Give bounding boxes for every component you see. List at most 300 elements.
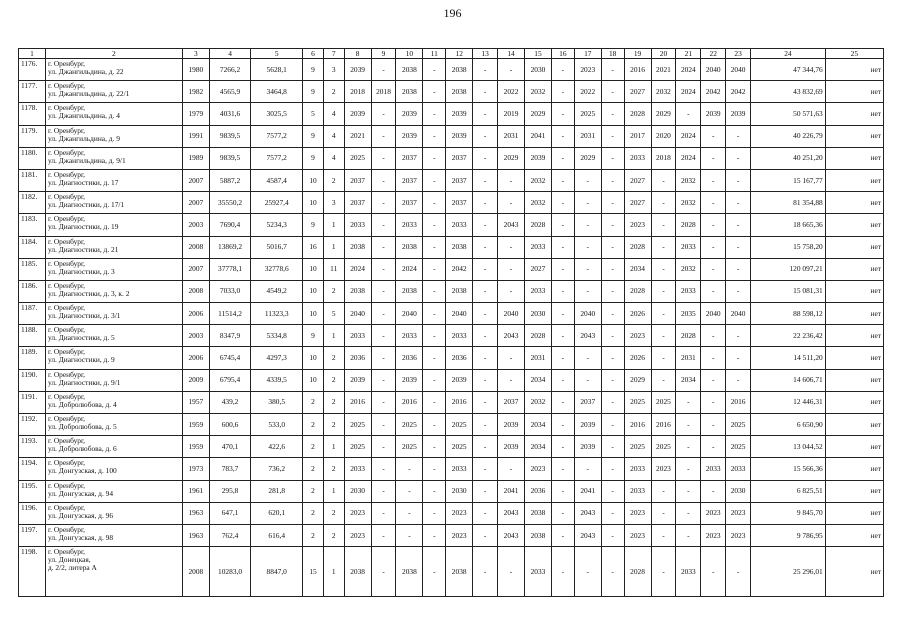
table-cell: 2026 [624,303,651,325]
table-cell: - [651,258,676,280]
table-cell: - [701,325,726,347]
table-cell: нет [825,125,883,147]
table-cell: - [574,547,601,597]
table-cell: нет [825,147,883,169]
table-cell: 14 606,71 [751,369,826,391]
table-cell: - [676,524,701,546]
table-cell: 2033 [446,458,473,480]
table-cell: нет [825,414,883,436]
table-cell: 2036 [344,347,371,369]
table-cell: 2023 [651,458,676,480]
table-cell: 2025 [651,391,676,413]
table-cell: 2033 [676,280,701,302]
address-line: ул. Диагностики, д. 5 [47,333,115,343]
table-cell: - [601,214,624,236]
address-line: г. Оренбург, [47,391,86,401]
table-cell: 2039 [574,436,601,458]
table-cell: - [371,236,396,258]
address-line: г. Оренбург, [47,414,86,423]
column-number-7: 7 [323,49,344,59]
table-cell: 2040 [701,59,726,81]
table-cell: 8847,0 [251,547,303,597]
table-cell: - [371,347,396,369]
table-cell: - [371,369,396,391]
address-line: ул. Диагностики, д. 9 [47,355,115,365]
table-cell: 2032 [651,81,676,103]
table-cell: 2040 [396,303,423,325]
table-cell: 2 [323,458,344,480]
table-cell: 2031 [676,347,701,369]
table-cell: - [423,502,446,524]
row-number-cell: 1195. [19,480,46,502]
table-cell: 16 [303,236,324,258]
column-number-25: 25 [825,49,883,59]
table-cell: 2031 [498,125,525,147]
table-cell: 2023 [726,524,751,546]
table-cell: - [423,480,446,502]
table-cell: - [601,147,624,169]
table-cell: - [473,147,498,169]
table-cell: 15 081,31 [751,280,826,302]
table-cell: 2003 [182,214,209,236]
table-cell: 2017 [624,125,651,147]
table-cell: - [473,480,498,502]
table-cell: 2023 [726,502,751,524]
table-cell: 2036 [446,347,473,369]
table-cell: нет [825,192,883,214]
table-cell: 10 [303,369,324,391]
table-cell: 7266,2 [209,59,250,81]
table-cell: 2040 [701,303,726,325]
table-cell: 2039 [344,59,371,81]
address-cell [45,258,182,280]
table-cell: - [676,103,701,125]
table-cell: 5234,3 [251,214,303,236]
column-number-10: 10 [396,49,423,59]
table-cell: 5628,1 [251,59,303,81]
table-cell: 14 511,20 [751,347,826,369]
table-cell: 3 [323,59,344,81]
table-cell: 6795,4 [209,369,250,391]
table-cell: 2032 [525,81,552,103]
table-cell: - [601,81,624,103]
table-cell: - [551,147,574,169]
table-row [19,81,884,103]
table-cell: 4339,5 [251,369,303,391]
table-cell: 5 [323,303,344,325]
table-cell: - [473,502,498,524]
table-cell: 2033 [446,214,473,236]
table-cell: - [473,347,498,369]
address-line: ул. Джангильдина, д. 9 [47,133,120,143]
row-number-cell: 1193. [19,436,46,458]
table-cell: - [551,192,574,214]
table-cell: 2040 [446,303,473,325]
table-cell: 43 832,69 [751,81,826,103]
address-cell [45,192,182,214]
table-cell: 2023 [701,524,726,546]
address-line: ул. Донгузская, д. 94 [47,488,114,498]
address-cell [45,125,182,147]
table-cell: - [651,280,676,302]
table-cell: 15 [303,547,324,597]
table-cell: 533,0 [251,414,303,436]
table-cell: 1 [323,214,344,236]
table-cell: - [651,524,676,546]
address-line: г. Оренбург, [47,280,86,290]
table-cell: 5 [303,103,324,125]
table-cell: 2043 [498,502,525,524]
table-cell: 2026 [624,347,651,369]
address-line: г. Оренбург, [47,125,86,135]
table-cell: 2029 [651,103,676,125]
address-line: ул. Донгузская, д. 96 [47,510,114,520]
table-cell: - [423,547,446,597]
table-cell: нет [825,502,883,524]
table-cell: 2025 [446,436,473,458]
table-cell: 2016 [726,391,751,413]
table-cell: 2038 [446,81,473,103]
table-cell: - [574,258,601,280]
table-cell: - [396,502,423,524]
table-cell: - [601,414,624,436]
table-cell: 2023 [624,214,651,236]
table-cell: - [498,236,525,258]
address-line: ул. Донгузская, д. 100 [47,466,117,476]
table-cell: 3025,5 [251,103,303,125]
table-cell: - [423,192,446,214]
table-cell: 32778,6 [251,258,303,280]
table-cell: 2 [303,524,324,546]
column-number-12: 12 [446,49,473,59]
table-cell: 2029 [624,369,651,391]
table-cell: 2 [323,524,344,546]
table-cell: 15 566,36 [751,458,826,480]
table-cell: 2006 [182,303,209,325]
table-cell: 2025 [446,414,473,436]
table-row [19,236,884,258]
table-cell: 2039 [396,103,423,125]
table-cell: 2025 [344,147,371,169]
table-cell: 1959 [182,436,209,458]
table-cell: 2007 [182,192,209,214]
table-cell: 2043 [498,325,525,347]
table-cell: 2025 [396,436,423,458]
column-number-3: 3 [182,49,209,59]
table-cell: 1979 [182,103,209,125]
address-cell [45,436,182,458]
table-cell: 1991 [182,125,209,147]
table-cell: 2033 [396,325,423,347]
table-cell: 2028 [525,325,552,347]
table-cell: - [473,524,498,546]
table-cell: 2029 [574,147,601,169]
table-cell: - [396,458,423,480]
address-line: ул. Джангильдина, д. 9/1 [47,155,126,165]
row-number-cell: 1190. [19,369,46,391]
table-row [19,547,884,597]
address-line: г. Оренбург, [47,502,86,512]
row-number-cell: 1177. [19,81,46,103]
table-cell: 2024 [344,258,371,280]
table-cell: 2022 [574,81,601,103]
table-cell: 2039 [446,125,473,147]
table-cell: - [423,103,446,125]
column-number-24: 24 [751,49,826,59]
table-cell: - [574,347,601,369]
table-cell: 18 665,36 [751,214,826,236]
address-cell [45,81,182,103]
table-cell: 2 [323,502,344,524]
table-cell: нет [825,480,883,502]
table-cell: 2043 [574,325,601,347]
table-cell: 2029 [498,147,525,169]
table-cell: - [726,147,751,169]
table-row [19,125,884,147]
column-number-row [19,49,884,59]
column-number-11: 11 [423,49,446,59]
table-cell: - [551,480,574,502]
address-line: ул. Диагностики, д. 3, к. 2 [47,288,130,298]
table-cell: 2028 [676,325,701,347]
table-row [19,103,884,125]
address-cell [45,369,182,391]
table-cell: - [701,369,726,391]
table-cell: - [423,280,446,302]
table-cell: - [551,347,574,369]
table-cell: 2038 [525,524,552,546]
column-number-5: 5 [251,49,303,59]
table-cell: 2030 [344,480,371,502]
table-cell: 7033,0 [209,280,250,302]
table-cell: - [601,347,624,369]
table-cell: 2039 [726,103,751,125]
column-number-17: 17 [574,49,601,59]
address-cell [45,480,182,502]
table-cell: 2038 [344,547,371,597]
table-cell: - [423,391,446,413]
table-cell: - [676,391,701,413]
table-cell: - [676,480,701,502]
table-cell: - [473,169,498,191]
table-cell: 2031 [574,125,601,147]
table-cell: 647,1 [209,502,250,524]
table-cell: - [701,547,726,597]
address-cell [45,280,182,302]
table-cell: 2033 [525,236,552,258]
table-cell: - [551,547,574,597]
table-cell: - [423,458,446,480]
table-cell: 2024 [676,125,701,147]
table-cell: 2043 [574,502,601,524]
table-cell: 2 [323,81,344,103]
table-cell: - [551,391,574,413]
table-cell: - [423,236,446,258]
table-cell: 783,7 [209,458,250,480]
address-line: г. Оренбург, [47,81,86,91]
table-cell: 4587,4 [251,169,303,191]
table-cell: - [423,414,446,436]
table-cell: - [551,280,574,302]
table-cell: - [726,214,751,236]
table-cell: 1963 [182,524,209,546]
table-cell: - [423,325,446,347]
table-cell: 2028 [624,280,651,302]
address-cell [45,524,182,546]
address-line: ул. Джангильдина, д. 4 [47,111,120,121]
table-cell: - [473,81,498,103]
table-cell: 1957 [182,391,209,413]
table-cell: 2039 [344,369,371,391]
table-cell: 2 [303,502,324,524]
table-cell: 2036 [396,347,423,369]
table-cell: 2038 [396,547,423,597]
table-cell: 2033 [676,236,701,258]
row-number-cell: 1198. [19,547,46,597]
column-number-1: 1 [19,49,46,59]
address-line: г. Оренбург, [47,258,86,268]
table-row [19,280,884,302]
table-cell: - [498,369,525,391]
table-cell: - [701,258,726,280]
table-cell: - [651,169,676,191]
table-cell: 2018 [344,81,371,103]
table-cell: 22 236,42 [751,325,826,347]
table-cell: - [551,214,574,236]
table-cell: 2 [303,414,324,436]
address-line: г. Оренбург, [47,59,86,68]
table-cell: - [601,236,624,258]
table-cell: 2028 [624,103,651,125]
table-cell: 9 [303,325,324,347]
table-cell: - [726,125,751,147]
table-cell: 2003 [182,325,209,347]
column-number-23: 23 [726,49,751,59]
address-line: ул. Диагностики, д. 19 [47,222,119,232]
table-cell: - [574,458,601,480]
address-line: д. 2/2, литера А [47,563,97,573]
table-cell: нет [825,458,883,480]
table-cell: - [473,280,498,302]
table-cell: 2025 [651,436,676,458]
table-cell: 2039 [344,103,371,125]
table-cell: 10283,0 [209,547,250,597]
row-number-cell: 1189. [19,347,46,369]
table-cell: 9 [303,147,324,169]
table-cell: - [551,303,574,325]
row-number-cell: 1176. [19,59,46,81]
table-cell: - [676,458,701,480]
table-cell: - [551,103,574,125]
table-cell: 2039 [498,414,525,436]
table-cell: 8347,9 [209,325,250,347]
address-cell [45,59,182,81]
table-cell: 2 [303,436,324,458]
table-cell: 2039 [498,436,525,458]
table-cell: - [551,59,574,81]
table-cell: 2016 [344,391,371,413]
table-cell: 2032 [676,192,701,214]
table-cell: 2028 [676,214,701,236]
table-cell: 1959 [182,414,209,436]
table-cell: - [574,280,601,302]
table-cell: нет [825,347,883,369]
table-cell: 2023 [624,325,651,347]
table-cell: - [371,414,396,436]
address-line: г. Оренбург, [47,325,86,335]
table-cell: - [676,414,701,436]
table-cell: 2 [323,391,344,413]
table-cell: 2037 [396,147,423,169]
table-cell: 4 [323,125,344,147]
table-cell: - [551,524,574,546]
table-cell: 2008 [182,280,209,302]
table-cell: 736,2 [251,458,303,480]
table-cell: 2018 [371,81,396,103]
table-cell: 11 [323,258,344,280]
table-cell: 11323,3 [251,303,303,325]
table-cell: - [701,147,726,169]
table-cell: - [498,258,525,280]
table-cell: 1989 [182,147,209,169]
table-cell: - [498,192,525,214]
table-cell: 620,1 [251,502,303,524]
table-cell: 2038 [396,236,423,258]
address-line: г. Оренбург, [47,236,86,246]
address-cell [45,547,182,597]
table-cell: - [371,192,396,214]
table-cell: 2023 [344,524,371,546]
table-cell: - [701,436,726,458]
table-cell: 1973 [182,458,209,480]
table-cell: - [651,547,676,597]
table-cell: - [371,458,396,480]
table-cell: - [371,524,396,546]
table-cell: - [601,169,624,191]
table-row [19,192,884,214]
table-cell: 2033 [344,325,371,347]
table-cell: - [551,414,574,436]
table-cell: - [676,502,701,524]
table-cell: 40 226,79 [751,125,826,147]
address-cell [45,391,182,413]
table-cell: 1980 [182,59,209,81]
table-cell: - [551,502,574,524]
table-cell: 2025 [396,414,423,436]
table-cell: - [551,236,574,258]
table-cell: 2042 [701,81,726,103]
address-line: г. Оренбург, [47,347,86,357]
table-cell: нет [825,369,883,391]
address-line: ул. Диагностики, д. 9/1 [47,377,121,387]
table-cell: - [498,347,525,369]
table-cell: - [551,258,574,280]
table-cell: 2033 [344,458,371,480]
table-cell: - [498,59,525,81]
table-cell: - [473,414,498,436]
table-cell: 2040 [344,303,371,325]
table-cell: - [473,458,498,480]
table-row [19,436,884,458]
table-cell: 5016,7 [251,236,303,258]
table-cell: - [423,369,446,391]
table-cell: 7690,4 [209,214,250,236]
column-number-4: 4 [209,49,250,59]
table-cell: 2030 [726,480,751,502]
address-line: ул. Добролюбова, д. 5 [47,422,117,431]
table-cell: 2016 [624,414,651,436]
table-cell: 4565,9 [209,81,250,103]
